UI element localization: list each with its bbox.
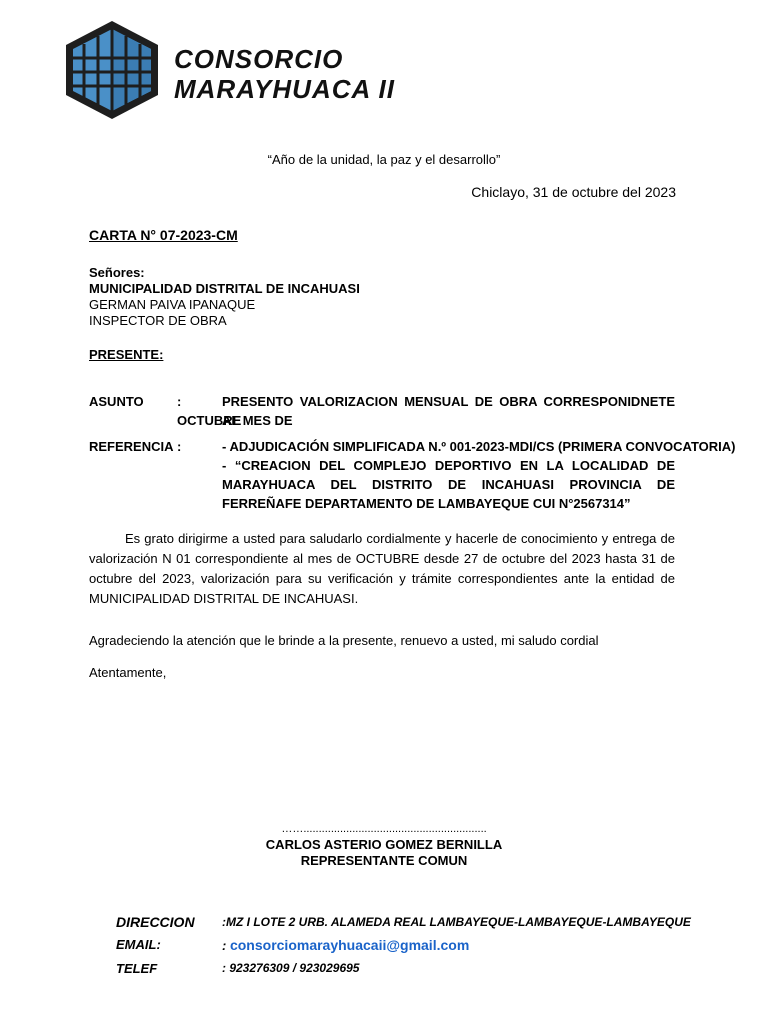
signature-line: ……............................................................ — [281, 823, 487, 835]
email-link[interactable]: consorciomarayhuacaii@gmail.com — [229, 937, 470, 953]
company-name-line1: CONSORCIO — [174, 44, 344, 74]
referencia-items — [222, 437, 736, 513]
recipient-institution: MUNICIPALIDAD DISTRITAL DE INCAHUASI — [89, 281, 360, 296]
footer-address-row — [116, 914, 691, 932]
recipient-role: INSPECTOR DE OBRA — [89, 313, 227, 328]
footer-phone-value: : 923276309 / 923029695 — [222, 961, 360, 975]
recipient-salutation: Señores: — [89, 265, 145, 280]
referencia-label: REFERENCIA — [89, 439, 174, 454]
referencia-colon: : — [177, 439, 182, 454]
signature-name: CARLOS ASTERIO GOMEZ BERNILLA — [265, 837, 503, 852]
asunto-text-line2: OCTUBRE — [177, 413, 242, 428]
recipient-block — [89, 265, 360, 329]
asunto-row — [89, 392, 675, 432]
recipient-name: GERMAN PAIVA IPANAQUE — [89, 297, 256, 312]
closing-sentence: Agradeciendo la atención que le brinde a la presente, renuevo a usted, mi saludo cordial — [89, 633, 599, 648]
year-motto: “Año de la unidad, la paz y el desarrollo” — [267, 152, 501, 167]
letter-number: CARTA N° 07-2023-CM — [89, 227, 238, 243]
body-paragraph: Es grato dirigirme a usted para saludarlo cordialmente y hacerle de conocimiento y entrega de valorización N 01 correspondiente al mes de OCTUBRE desde 27 de octubre del 2023 hasta 31 de octubre del 2023, valorización para su verificación y trámite correspondientes ante la entidad de MUNICIPALIDAD DISTRITAL DE INCAHUASI. — [89, 531, 675, 606]
referencia-item-2: - “CREACION DEL COMPLEJO DEPORTIVO EN LA LOCALIDAD DE MARAYHUACA DEL DISTRITO DE INCAHUASI PROVINCIA DE FERREÑAFE DEPARTAMENTO DE LAMBAYEQUE CUI N°2567314” — [222, 458, 675, 511]
footer-email-label: EMAIL: — [116, 937, 161, 952]
company-logo — [62, 18, 162, 122]
asunto-label: ASUNTO — [89, 394, 144, 409]
asunto-text-line1: PRESENTO VALORIZACION MENSUAL DE OBRA CORRESPONIDNETE AL MES DE — [222, 394, 675, 428]
company-name — [174, 44, 395, 104]
signature-title: REPRESENTANTE COMUN — [300, 853, 468, 868]
footer-email-value — [222, 937, 469, 953]
referencia-row — [89, 437, 736, 517]
referencia-item-1: - ADJUDICACIÓN SIMPLIFICADA N.º 001-2023-MDI/CS (PRIMERA CONVOCATORIA) — [222, 439, 736, 454]
letter-date: Chiclayo, 31 de octubre del 2023 — [471, 184, 676, 200]
presente-heading: PRESENTE: — [89, 347, 164, 362]
footer-phone-label: TELEF — [116, 961, 158, 976]
atentamente: Atentamente, — [89, 665, 167, 680]
asunto-colon: : — [177, 394, 182, 409]
footer-email-row — [116, 937, 676, 955]
company-name-line2: MARAYHUACA II — [174, 74, 395, 104]
footer-address-label: DIRECCION — [116, 914, 195, 930]
building-hexagon-logo-icon — [62, 18, 162, 122]
footer-email-colon: : — [222, 938, 227, 953]
footer-address-value: :MZ I LOTE 2 URB. ALAMEDA REAL LAMBAYEQUE-LAMBAYEQUE-LAMBAYEQUE — [222, 915, 691, 929]
footer-phone-row — [116, 961, 676, 979]
